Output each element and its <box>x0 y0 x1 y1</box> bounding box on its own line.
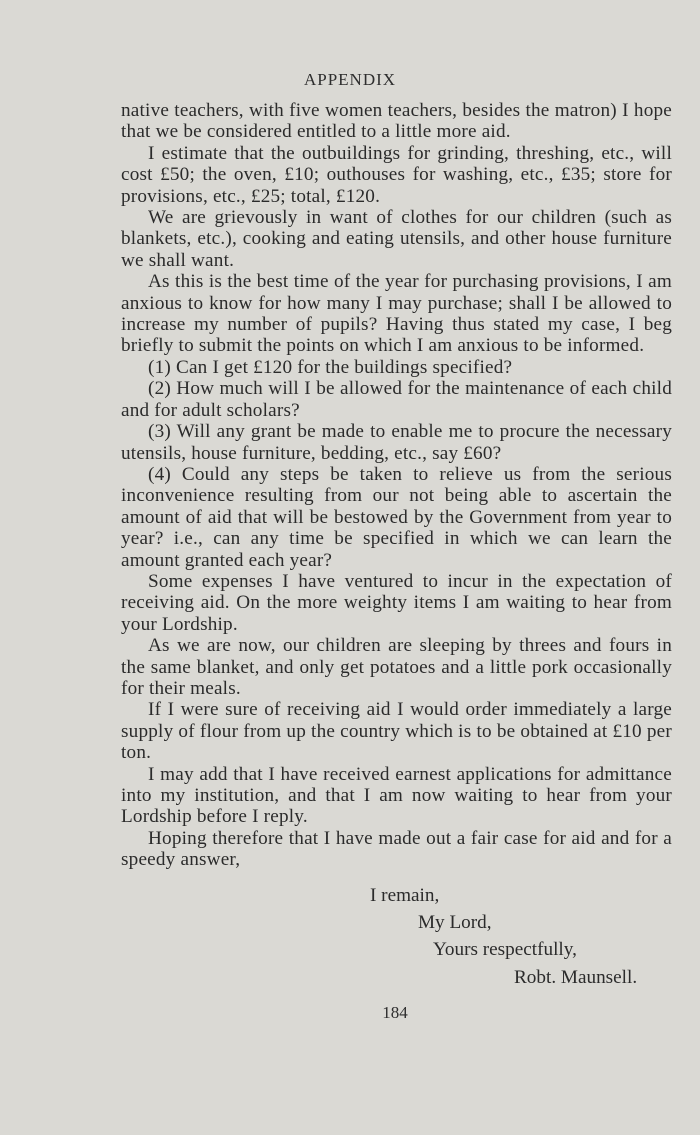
closing-valediction: Yours respectfully, <box>433 939 577 960</box>
paragraph-flour-supply: If I were sure of receiving aid I would order immediately a large supply of flour from up the country which is to be obtained at £10 per ton. <box>121 699 672 764</box>
letter-body <box>121 100 672 871</box>
paragraph-expenses: Some expenses I have ventured to incur in the expectation of receiving aid. On the more weighty items I am waiting to hear from your Lordship. <box>121 570 672 635</box>
question-3: (3) Will any grant be made to enable me to procure the necessary utensils, house furniture, bedding, etc., say £60? <box>121 421 672 464</box>
paragraph-outbuildings-estimate: I estimate that the outbuildings for grinding, threshing, etc., will cost £50; the oven, £10; outhouses for washing, etc., £35; store for provisions, etc., £25; total, £120. <box>121 142 672 207</box>
paragraph-closing-request: Hoping therefore that I have made out a fair case for aid and for a speedy answer, <box>121 827 672 871</box>
question-2: (2) How much will I be allowed for the maintenance of each child and for adult scholars? <box>121 378 672 421</box>
paragraph-provisions: As this is the best time of the year for purchasing provisions, I am anxious to know for how many I may purchase; shall I be allowed to increase my number of pupils? Having thus stated my case, I beg briefly to submit the points on which I am anxious to be informed. <box>121 271 672 357</box>
paragraph-clothes-want: We are grievously in want of clothes for our children (such as blankets, etc.), cooking and eating utensils, and other house furniture we shall want. <box>121 207 672 271</box>
paragraph-sleeping-conditions: As we are now, our children are sleeping by threes and fours in the same blanket, and only get potatoes and a little pork occasionally for their meals. <box>121 635 672 699</box>
signature: Robt. Maunsell. <box>514 967 638 988</box>
running-header: APPENDIX <box>303 70 397 89</box>
paragraph-applications: I may add that I have received earnest applications for admittance into my institution, and that I am now waiting to hear from your Lordship before I reply. <box>121 763 672 828</box>
closing-i-remain: I remain, <box>370 885 440 906</box>
paragraph-continuation: native teachers, with five women teachers, besides the matron) I hope that we be considered entitled to a little more aid. <box>121 100 672 143</box>
question-4: (4) Could any steps be taken to relieve us from the serious inconvenience resulting from our not being able to ascertain the amount of aid that will be bestowed by the Government from year to year? i.e., can any time be specified in which we can learn the amount granted each year? <box>121 463 672 571</box>
page-number: 184 <box>382 1003 408 1022</box>
question-1: (1) Can I get £120 for the buildings specified? <box>148 356 513 378</box>
closing-salutation: My Lord, <box>418 912 492 933</box>
